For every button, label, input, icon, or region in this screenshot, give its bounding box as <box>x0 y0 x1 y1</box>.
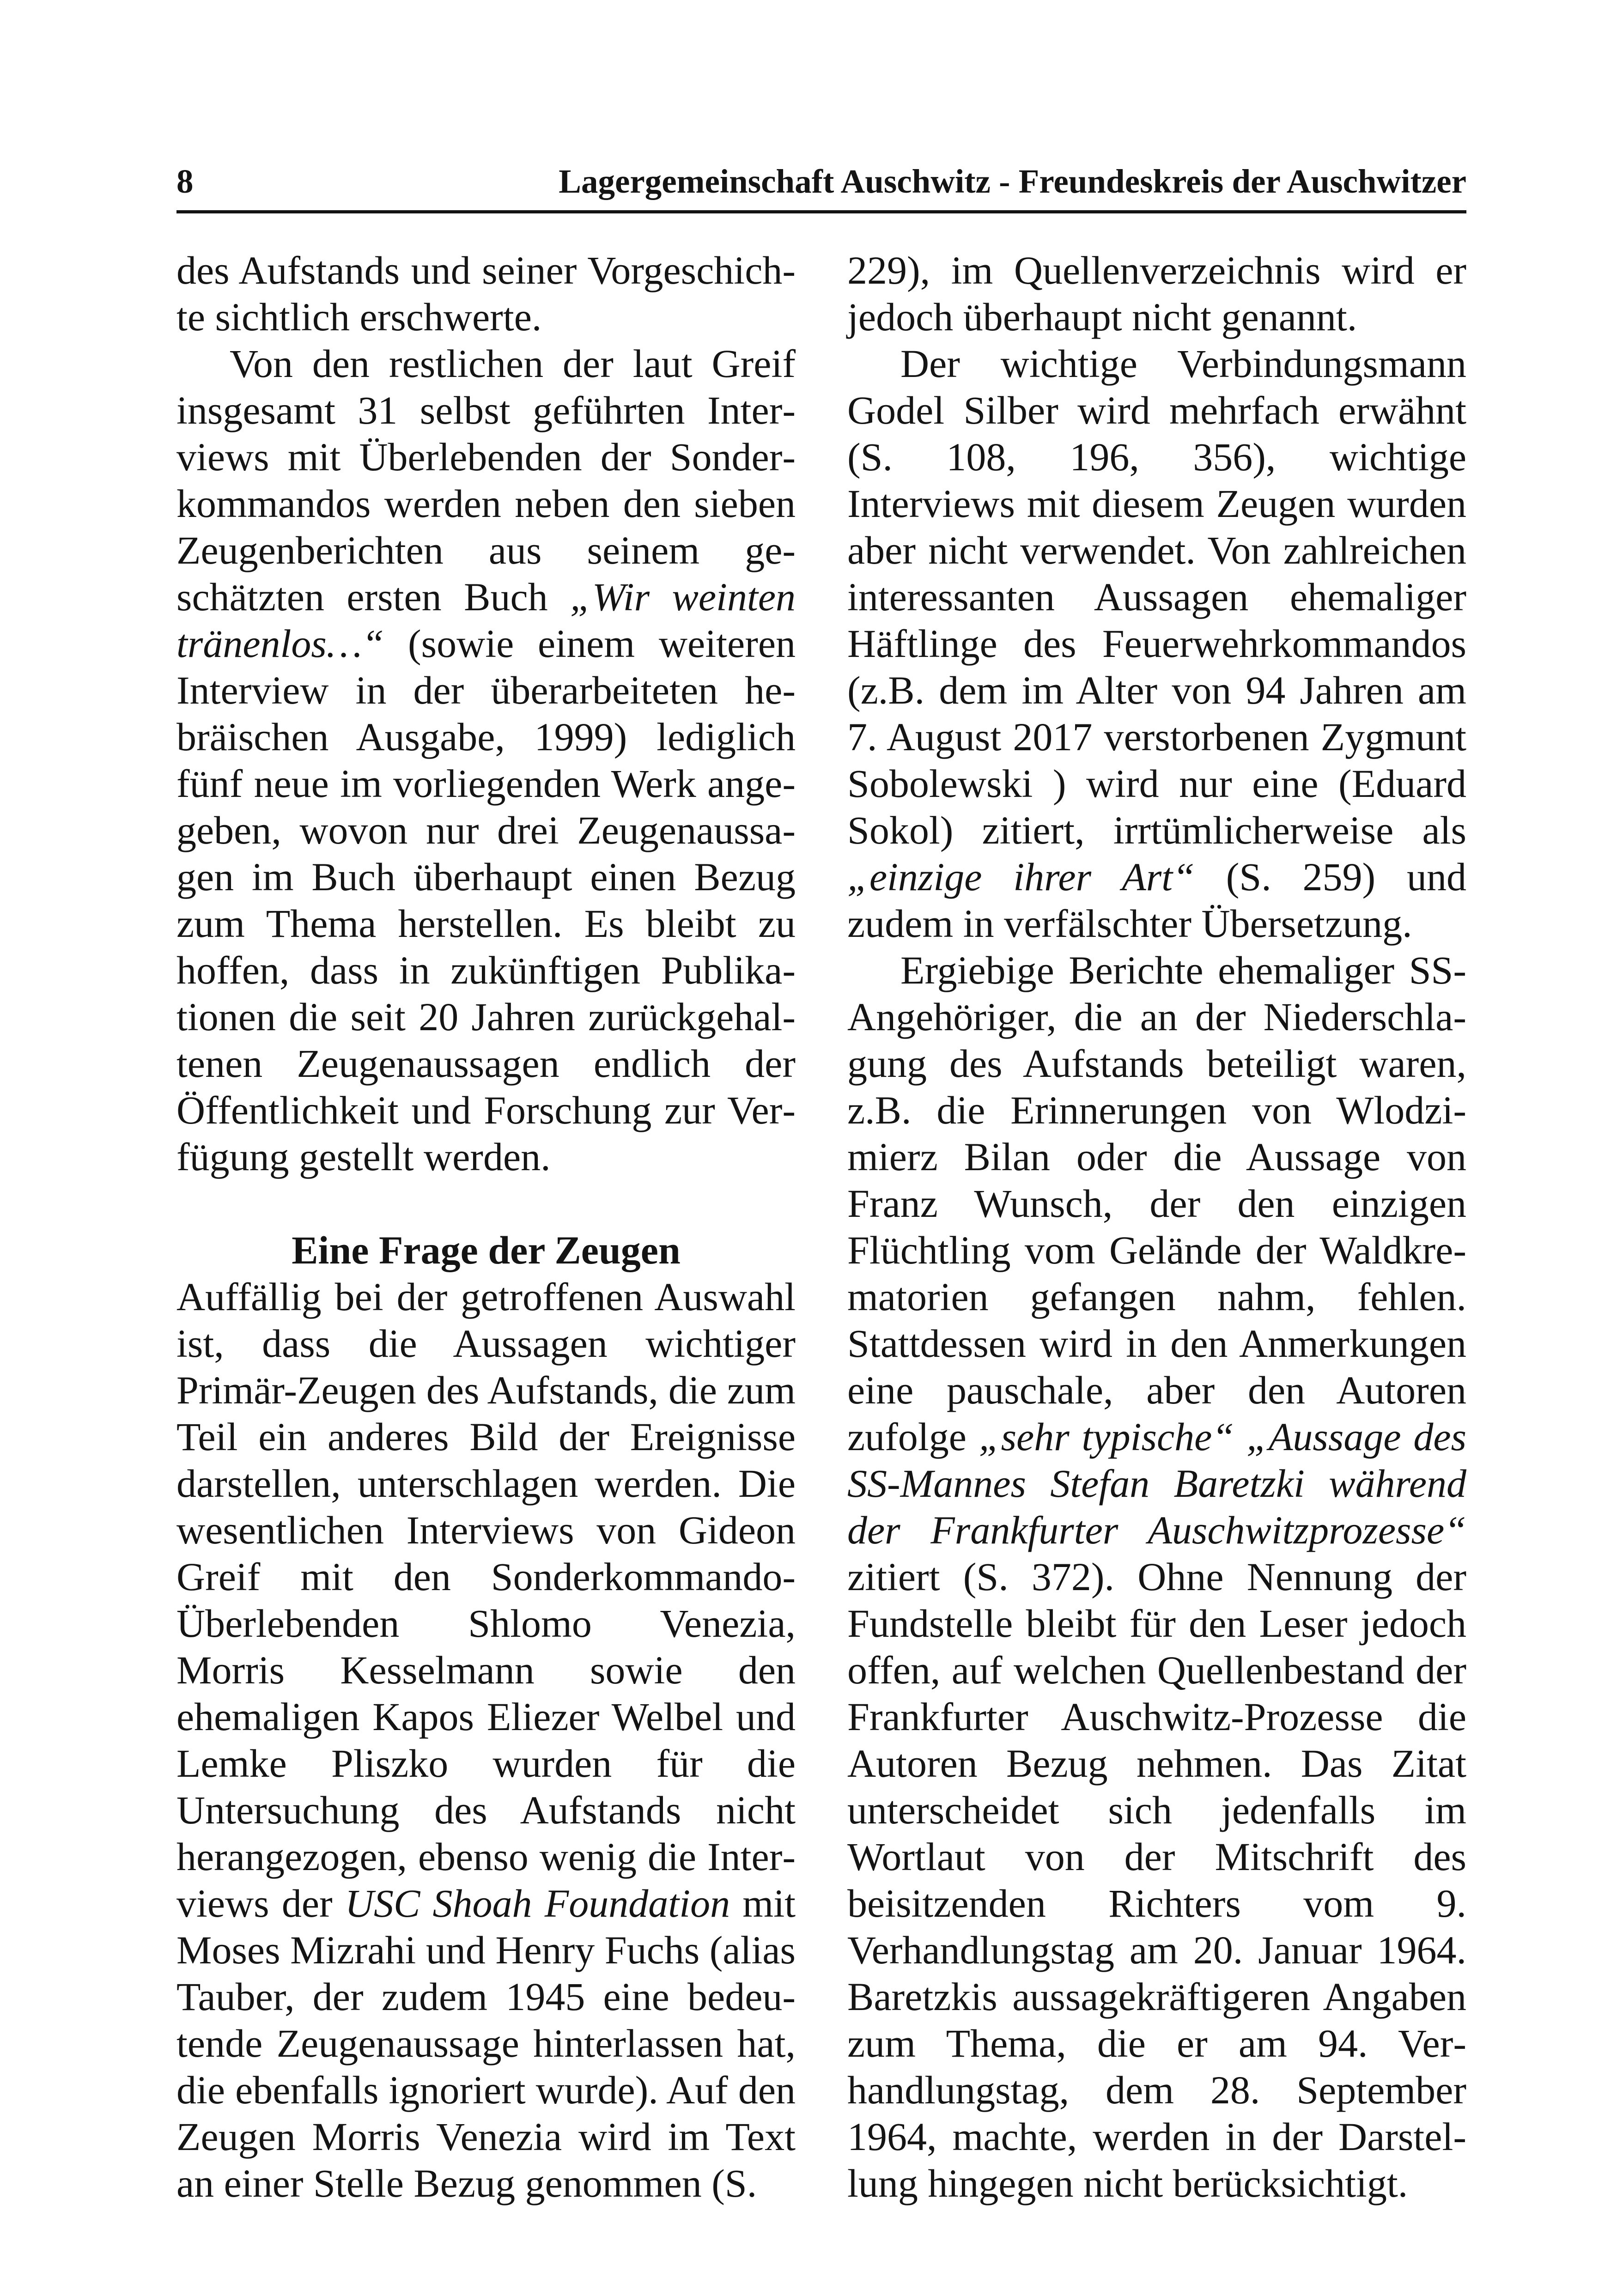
paragraph: 229), im Quellenverzeichnis wird er jedoch überhaupt nicht genannt. <box>847 248 1466 339</box>
paragraph: Auffällig bei der getroffenen Auswahl ist, dass die Aussagen wichtiger Primär-Zeugen des Aufstands, die zum Teil ein anderes Bild der Ereignisse darstellen, unterschlagen werden. Die wesentlichen Interviews von Gideon Greif mit den Sonderkommando-Überlebenden Shlomo Venezia, Morris Kesselmann sowie den ehemaligen Kapos Eliezer Welbel und Lemke Pliszko wurden für die Untersuchung des Aufstands nicht herangezogen, ebenso wenig die Interviews der USC Shoah Foundation mit Moses Mizrahi und Henry Fuchs (alias Tauber, der zudem 1945 eine bedeutende Zeugenaussage hinterlassen hat, die ebenfalls ignoriert wurde). Auf den Zeugen Morris Venezia wird im Text an einer Stelle Bezug genommen (S. <box>176 1275 796 2205</box>
quote: „einzige ihrer Art“ <box>847 855 1195 899</box>
paragraph: Ergiebige Berichte ehemaliger SS-Angehöriger, die an der Niederschlagung des Aufstands beteiligt waren, z.B. die Erinnerungen von Wlodzimierz Bilan oder die Aussage von Franz Wunsch, der den einzigen Flüchtling vom Gelände der Waldkrematorien gefangen nahm, fehlen. Stattdessen wird in den Anmerkungen eine pauschale, aber den Autoren zufolge „sehr typische“ „Aussage des SS-Mannes Stefan Baretzki während der Frankfurter Auschwitzprozesse“ zitiert (S. 372). Ohne Nennung der Fundstelle bleibt für den Leser jedoch offen, auf welchen Quellenbestand der Frankfurter Auschwitz-Prozesse die Autoren Bezug nehmen. Das Zitat unterscheidet sich jedenfalls im Wortlaut von der Mitschrift des beisitzenden Richters vom 9. Verhandlungstag am 20. Januar 1964. Baretzkis aussagekräftigeren Angaben zum Thema, die er am 94. Verhandlungstag, dem 28. September 1964, machte, werden in der Darstellung hingegen nicht berücksichtigt. <box>847 948 1467 2205</box>
running-title: Lagergemeinschaft Auschwitz - Freundeskreis der Auschwitzer <box>559 163 1466 200</box>
section-heading: Eine Frage der Zeugen <box>292 1228 681 1272</box>
paragraph: Von den restlichen der laut Greif insgesamt 31 selbst geführten Interviews mit Überlebenden der Sonderkommandos werden neben den sieben Zeugenberichten aus seinem geschätzten ersten Buch „Wir weinten tränenlos…“ (sowie einem weiteren Interview in der überarbeiteten hebräischen Ausgabe, 1999) lediglich fünf neue im vorliegenden Werk angegeben, wovon nur drei Zeugenaussagen im Buch überhaupt einen Bezug zum Thema herstellen. Es bleibt zu hoffen, dass in zukünftigen Publikationen die seit 20 Jahren zurückgehaltenen Zeugenaussagen endlich der Öffentlichkeit und Forschung zur Verfügung gestellt werden. <box>176 341 796 1179</box>
paragraph: des Aufstands und seiner Vorgeschichte sichtlich erschwerte. <box>176 248 796 339</box>
paragraph: Der wichtige Verbindungsmann Godel Silber wird mehrfach erwähnt (S. 108, 196, 356), wichtige Interviews mit diesem Zeugen wurden aber nicht verwendet. Von zahlreichen interessanten Aussagen ehemaliger Häftlinge des Feuerwehrkommandos (z.B. dem im Alter von 94 Jahren am 7. August 2017 verstorbenen Zygmunt Sobolewski ) wird nur eine (Eduard Sokol) zitiert, irrtümlicherweise als „einzige ihrer Art“ (S. 259) und zudem in verfälschter Übersetzung. <box>847 341 1466 946</box>
running-header <box>176 155 1466 213</box>
organization-name: USC Shoah Foundation <box>345 1881 730 1925</box>
right-column <box>847 247 1466 2207</box>
quote: „sehr typische“ „Aussage des SS-Mannes Stefan Baretzki während der Frankfurter Auschwitzprozesse“ <box>847 1415 1467 1552</box>
page-number: 8 <box>176 163 194 200</box>
left-column <box>176 247 796 2207</box>
book-title: „Wir weinten tränenlos…“ <box>176 575 796 666</box>
